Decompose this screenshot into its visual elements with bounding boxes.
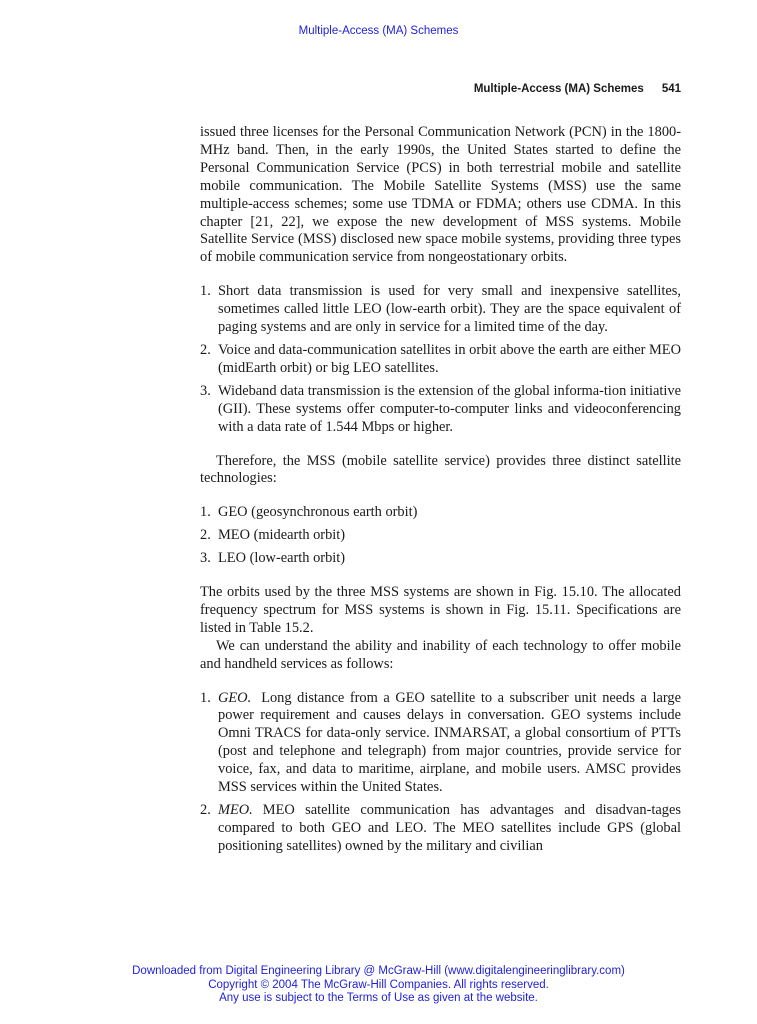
paragraph: We can understand the ability and inability of each technology to offer mobile and handheld services as follows: xyxy=(200,637,681,672)
list-item-number: 2. xyxy=(200,527,211,544)
list-item xyxy=(200,550,681,568)
list-item-term: MEO. xyxy=(218,802,253,818)
technology-list xyxy=(200,690,681,856)
list-item-text: MEO satellite communication has advantages and disadvan-tages compared to both GEO and LEO. The MEO satellites include GPS (global positioning satellites) owned by the military and civilian xyxy=(218,802,681,854)
list-item xyxy=(200,342,681,378)
list-item-text: Wideband data transmission is the extension of the global informa-tion initiative (GII). These systems offer computer-to-computer links and videoconferencing with a data rate of 1.544 Mbps or higher. xyxy=(218,382,682,435)
footer xyxy=(0,965,757,1006)
chapter-link[interactable]: Multiple-Access (MA) Schemes xyxy=(298,25,459,37)
running-head-title: Multiple-Access (MA) Schemes xyxy=(473,83,644,95)
list-item-text: GEO (geosynchronous earth orbit) xyxy=(218,504,418,521)
list-item-number: 1. xyxy=(200,504,211,521)
footer-download-link[interactable]: Downloaded from Digital Engineering Library @ McGraw-Hill (www.digitalengineeringlibrary.com) xyxy=(132,965,625,977)
list-item-text: Short data transmission is used for very small and inexpensive satellites, sometimes called little LEO (low-earth orbit). They are the space equivalent of paging systems and are only in service for a limited time of the day. xyxy=(218,283,681,336)
list-item-text: Voice and data-communication satellites in orbit above the earth are either MEO (midEarth orbit) or big LEO satellites. xyxy=(218,341,681,376)
orbit-types-list xyxy=(200,504,681,568)
footer-terms[interactable]: Any use is subject to the Terms of Use as given at the website. xyxy=(219,992,538,1004)
list-item xyxy=(200,690,681,797)
list-item-number: 3. xyxy=(200,382,211,399)
list-item-text: Long distance from a GEO satellite to a subscriber unit needs a large power requirement and causes delays in conversation. GEO systems include Omni TRACS for data-only service. INMARSAT, a global consortium of PTTs (post and telephone and telegraph) from major countries, provide service for voice, fax, and data to maritime, airplane, and mobile users. AMSC provides MSS services within the United States. xyxy=(218,689,681,796)
list-item xyxy=(200,283,681,337)
list-item xyxy=(200,504,681,522)
paragraph: Therefore, the MSS (mobile satellite service) provides three distinct satellite technologies: xyxy=(200,452,681,487)
service-types-list xyxy=(200,283,681,436)
page-body xyxy=(200,124,681,856)
list-item-term: GEO. xyxy=(218,689,252,706)
list-item-text: MEO (midearth orbit) xyxy=(218,527,346,544)
list-item-text: LEO (low-earth orbit) xyxy=(218,550,346,567)
list-item xyxy=(200,383,681,437)
list-item xyxy=(200,527,681,545)
page-number: 541 xyxy=(661,83,681,95)
list-item-number: 1. xyxy=(200,689,211,706)
paragraph: issued three licenses for the Personal Communication Network (PCN) in the 1800-MHz band. Then, in the early 1990s, the United States started to define the Personal Communication Service (PCS) in both terrestrial mobile and satellite mobile communication. The Mobile Satellite Systems (MSS) use the same multiple-access schemes; some use TDMA or FDMA; others use CDMA. In this chapter [21, 22], we expose the new development of MSS systems. Mobile Satellite Service (MSS) disclosed new space mobile systems, providing three types of mobile communication service from nongeostationary orbits. xyxy=(200,124,681,266)
footer-copyright[interactable]: Copyright © 2004 The McGraw-Hill Companies. All rights reserved. xyxy=(208,978,549,991)
running-head xyxy=(200,83,681,95)
list-item-number: 2. xyxy=(200,341,211,358)
paragraph: The orbits used by the three MSS systems are shown in Fig. 15.10. The allocated frequency spectrum for MSS systems is shown in Fig. 15.11. Specifications are listed in Table 15.2. xyxy=(200,584,681,636)
list-item-number: 3. xyxy=(200,550,211,567)
list-item-number: 1. xyxy=(200,283,211,300)
list-item xyxy=(200,802,681,856)
list-item-number: 2. xyxy=(200,802,211,818)
